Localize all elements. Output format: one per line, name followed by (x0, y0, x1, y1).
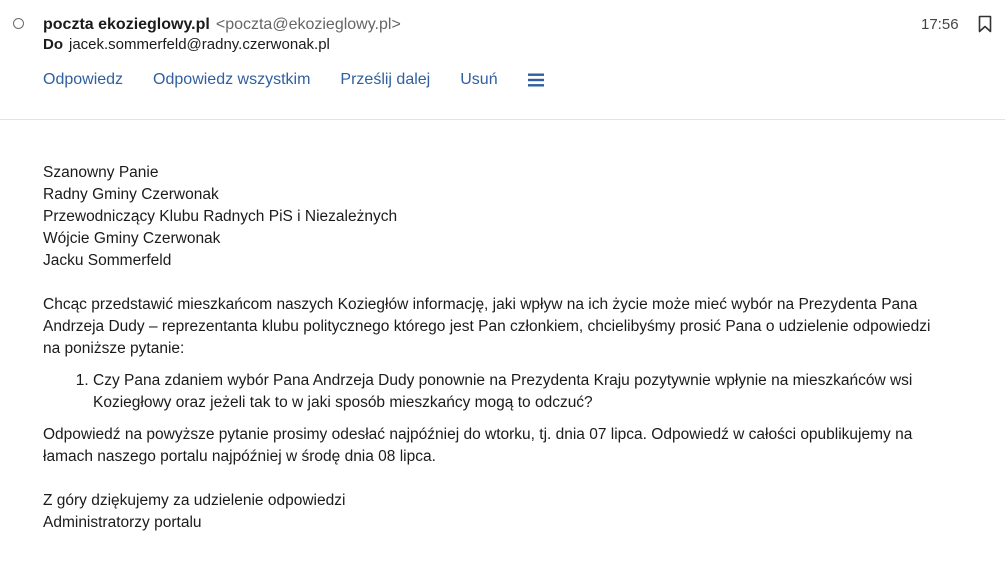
closing-line: Z góry dziękujemy za udzielenie odpowiedzi (43, 492, 346, 509)
intro-paragraph: Chcąc przedstawić mieszkańcom naszych Koziegłów informację, jaki wpływ na ich życie może mieć wybór na Prezydenta Pana Andrzeja Dudy – reprezentanta klubu politycznego którego jest Pan członkiem, chcielibyśmy prosić Pana o udzielenie odpowiedzi na poniższe pytanie: (43, 296, 931, 357)
recipient-address[interactable]: jacek.sommerfeld@radny.czerwonak.pl (69, 36, 330, 53)
sender-name[interactable]: poczta ekozieglowy.pl (43, 16, 210, 33)
hamburger-menu-icon[interactable] (528, 73, 544, 87)
closing-line: Administratorzy portalu (43, 514, 202, 531)
question-list (43, 370, 943, 414)
reply-button[interactable]: Odpowiedz (43, 71, 124, 88)
greeting-line: Jacku Sommerfeld (43, 252, 172, 269)
recipient-line (43, 35, 330, 55)
to-label: Do (43, 36, 63, 53)
greeting-line: Szanowny Panie (43, 164, 159, 181)
read-status-toggle[interactable] (13, 18, 24, 29)
greeting-line: Wójcie Gminy Czerwonak (43, 230, 221, 247)
deadline-paragraph: Odpowiedź na powyższe pytanie prosimy odesłać najpóźniej do wtorku, tj. dnia 07 lipca. Odpowiedź w całości opublikujemy na łamach naszego portalu najpóźniej w środę dnia 08 lipca. (43, 426, 913, 465)
delete-button[interactable]: Usuń (460, 71, 498, 88)
bookmark-icon[interactable] (978, 15, 992, 33)
action-toolbar (43, 69, 544, 91)
message-time: 17:56 (921, 16, 959, 33)
message-body (43, 162, 943, 534)
forward-button[interactable]: Prześlij dalej (340, 71, 431, 88)
reply-all-button[interactable]: Odpowiedz wszystkim (153, 71, 311, 88)
sender-line (43, 15, 401, 35)
question-item: 1. Czy Pana zdaniem wybór Pana Andrzeja Dudy ponownie na Prezydenta Kraju pozytywnie wpłynie na mieszkańców wsi Koziegłowy oraz jeżeli tak to w jaki sposób mieszkańcy mogą to odczuć? (93, 370, 943, 414)
sender-email: <poczta@ekozieglowy.pl> (215, 16, 401, 33)
greeting-line: Przewodniczący Klubu Radnych PiS i Niezależnych (43, 208, 398, 225)
greeting-line: Radny Gminy Czerwonak (43, 186, 219, 203)
message-header (0, 0, 1005, 120)
